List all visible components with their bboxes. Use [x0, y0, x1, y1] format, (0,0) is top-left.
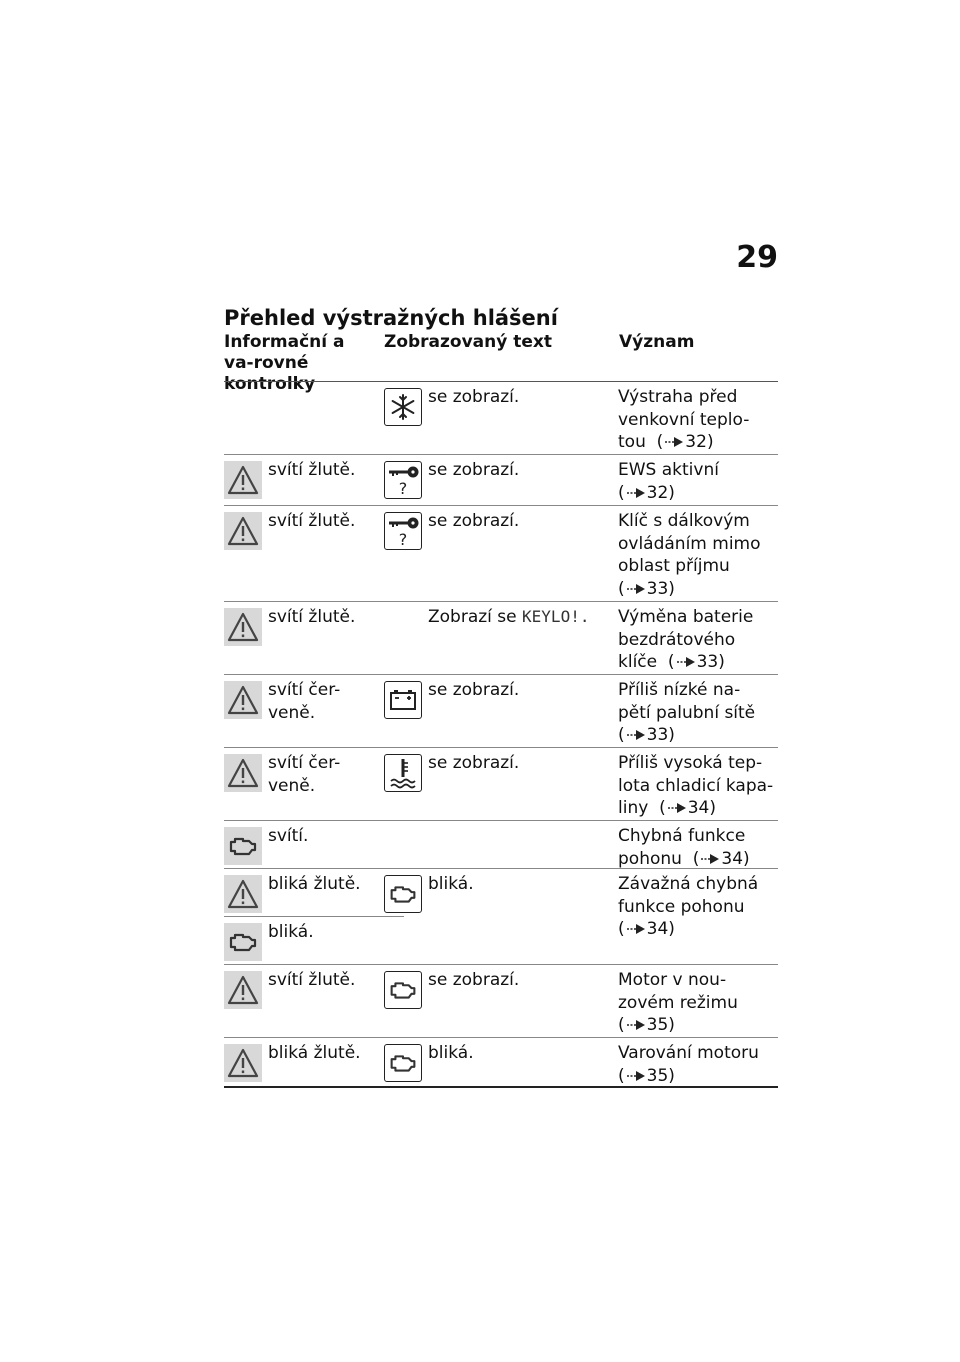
reference-arrow-icon: [625, 919, 647, 939]
display-text-label: se zobrazí.: [428, 753, 520, 773]
warning-triangle-icon: [224, 608, 262, 646]
meaning-line: [618, 606, 778, 629]
indicator-state: svítí čer-veně.: [268, 753, 341, 796]
reference-arrow-icon: [699, 849, 721, 869]
display-text-label: se zobrazí.: [428, 511, 520, 531]
page-reference-number: 34: [646, 919, 669, 939]
svg-text:?: ?: [398, 479, 408, 498]
column-header-indicators: Informační a va-rovné kontrolky: [224, 332, 345, 394]
meaning-line-text: liny: [618, 798, 649, 818]
meaning-line: [618, 848, 778, 871]
coolant-temperature-icon: [384, 754, 422, 792]
reference-arrow-icon: [625, 725, 647, 745]
page-reference-link[interactable]: ( 32): [645, 432, 714, 452]
meaning-line-text: Příliš vysoká tep-: [618, 753, 763, 773]
display-text: [428, 969, 519, 992]
reference-arrow-icon: [666, 798, 688, 818]
display-text: [428, 606, 589, 629]
indicator-state: svítí čer-veně.: [268, 680, 341, 723]
display-text-label: bliká.: [428, 874, 474, 894]
table-row: [224, 382, 778, 455]
reference-arrow-icon: [625, 1015, 647, 1035]
meaning-line: [618, 873, 778, 896]
page-reference-link[interactable]: ( 34): [648, 798, 717, 818]
meaning-text: [618, 1042, 778, 1087]
svg-text:?: ?: [398, 530, 408, 549]
meaning-line-text: venkovní teplo-: [618, 409, 750, 430]
display-text-label: se zobrazí.: [428, 680, 520, 700]
meaning-line-text: pětí palubní sítě: [618, 702, 756, 723]
engine-check-icon: [384, 1044, 422, 1082]
meaning-line: [618, 386, 778, 409]
key-question-icon: [384, 461, 422, 499]
section-title: Přehled výstražných hlášení: [224, 306, 558, 330]
warning-triangle-icon: [224, 875, 262, 913]
engine-check-icon: [224, 923, 262, 961]
display-text-label: se zobrazí.: [428, 460, 520, 480]
meaning-line: [618, 702, 778, 725]
meaning-line-text: Výstraha před: [618, 387, 738, 407]
meaning-line: [618, 797, 778, 820]
indicator-state: bliká žlutě.: [268, 1043, 361, 1063]
meaning-text: [618, 679, 778, 747]
meaning-text: [618, 752, 778, 820]
meaning-line: [618, 724, 778, 747]
meaning-line: [618, 1042, 778, 1065]
warning-triangle-icon: [224, 681, 262, 719]
display-text-label: se zobrazí.: [428, 387, 520, 407]
reference-arrow-icon: [625, 483, 647, 503]
meaning-line: [618, 459, 778, 482]
page-reference-link[interactable]: ( 35): [618, 1065, 675, 1086]
page-reference-number: 34: [687, 798, 710, 818]
engine-check-icon: [384, 875, 422, 913]
page-reference-link[interactable]: ( 35): [618, 1015, 675, 1035]
meaning-line-text: Motor v nou-: [618, 970, 727, 990]
table-row: [224, 602, 778, 675]
meaning-line: [618, 969, 778, 992]
meaning-line-text: funkce pohonu: [618, 896, 745, 917]
meaning-line-text: Varování motoru: [618, 1043, 759, 1063]
meaning-line: [618, 1014, 778, 1037]
warning-triangle-icon: [224, 461, 262, 499]
page-reference-link[interactable]: ( 34): [618, 919, 675, 939]
warning-triangle-icon: [224, 971, 262, 1009]
page-number: 29: [736, 240, 778, 275]
engine-check-icon: [224, 827, 262, 865]
meaning-line-text: EWS aktivní: [618, 460, 719, 480]
warning-triangle-icon: [224, 754, 262, 792]
table-row: [224, 455, 778, 506]
meaning-text: [618, 969, 778, 1037]
meaning-line: [618, 896, 778, 919]
display-text: [428, 386, 519, 409]
page-reference-link[interactable]: ( 33): [618, 725, 675, 745]
meaning-line-text: oblast příjmu: [618, 556, 730, 576]
meaning-line: [618, 510, 778, 533]
meaning-line: [618, 555, 778, 578]
display-text: [428, 1042, 474, 1065]
table-header: [224, 332, 778, 394]
snowflake-icon: [384, 388, 422, 426]
meaning-text: [618, 606, 778, 674]
meaning-line-text: ovládáním mimo: [618, 533, 761, 554]
table-row: [224, 748, 778, 821]
indicator-state: svítí žlutě.: [268, 460, 356, 480]
warning-triangle-icon: [224, 512, 262, 550]
display-text: [428, 679, 519, 702]
meaning-line-text: Chybná funkce: [618, 826, 746, 846]
display-text-label: bliká.: [428, 1043, 474, 1063]
meaning-text: [618, 386, 778, 454]
column-header-meaning: Význam: [619, 332, 695, 352]
display-code: KEYLO!.: [522, 607, 590, 626]
meaning-text: [618, 825, 778, 870]
meaning-text: [618, 873, 778, 941]
meaning-line: [618, 533, 778, 556]
meaning-line: [618, 992, 778, 1015]
meaning-line: [618, 651, 778, 674]
meaning-line: [618, 918, 778, 941]
meaning-line-text: bezdrátového: [618, 629, 736, 650]
meaning-line-text: lota chladicí kapa-: [618, 775, 774, 796]
page-reference-number: 33: [646, 725, 669, 745]
meaning-line-text: klíče: [618, 652, 658, 672]
reference-arrow-icon: [625, 579, 647, 599]
meaning-line-text: zovém režimu: [618, 992, 738, 1013]
meaning-line: [618, 578, 778, 601]
warning-triangle-icon: [224, 1044, 262, 1082]
display-text: [428, 752, 519, 775]
table-row: [224, 869, 778, 965]
indicator-state: bliká žlutě.: [268, 874, 361, 894]
indicator-state: svítí žlutě.: [268, 970, 356, 990]
page-reference-link[interactable]: ( 33): [618, 578, 675, 599]
indicator-subrow: [224, 916, 404, 965]
display-text-label: Zobrazí se: [428, 607, 517, 627]
meaning-line: [618, 752, 778, 775]
page-reference-link[interactable]: ( 32): [618, 482, 675, 503]
display-text-label: se zobrazí.: [428, 970, 520, 990]
indicator-state: svítí žlutě.: [268, 511, 356, 531]
display-text: [428, 873, 474, 896]
meaning-line-text: tou: [618, 432, 646, 452]
meaning-line: [618, 825, 778, 848]
indicator-state: bliká.: [268, 922, 314, 942]
page-reference-number: 35: [646, 1015, 669, 1035]
table-row: [224, 1038, 778, 1088]
battery-icon: [384, 681, 422, 719]
meaning-line-text: Příliš nízké na-: [618, 680, 741, 700]
meaning-line-text: Závažná chybná: [618, 874, 759, 894]
display-text: [428, 510, 519, 533]
warning-messages-table: [224, 381, 778, 1088]
meaning-line: [618, 482, 778, 505]
meaning-line: [618, 431, 778, 454]
table-row: [224, 821, 778, 869]
reference-arrow-icon: [625, 1066, 647, 1086]
meaning-line-text: Výměna baterie: [618, 607, 754, 627]
display-text: [428, 459, 519, 482]
page-reference-number: 34: [721, 848, 744, 869]
column-header-display-text: Zobrazovaný text: [384, 332, 553, 352]
table-row: [224, 965, 778, 1038]
meaning-line-text: pohonu: [618, 848, 682, 869]
indicator-state: svítí.: [268, 826, 309, 846]
page-reference-number: 32: [685, 432, 707, 452]
meaning-text: [618, 459, 778, 504]
meaning-line: [618, 409, 778, 432]
indicator-state: svítí žlutě.: [268, 607, 356, 627]
page-reference-link[interactable]: ( 34): [681, 848, 750, 869]
page-reference-number: 32: [646, 482, 669, 503]
table-row: [224, 675, 778, 748]
meaning-text: [618, 510, 778, 600]
page-reference-number: 33: [646, 578, 669, 599]
page-reference-number: 33: [696, 652, 719, 672]
meaning-line: [618, 629, 778, 652]
meaning-line: [618, 775, 778, 798]
meaning-line: [618, 1065, 778, 1088]
page-reference-number: 35: [646, 1065, 669, 1086]
table-row: [224, 506, 778, 602]
engine-check-icon: [384, 971, 422, 1009]
meaning-line-text: Klíč s dálkovým: [618, 511, 750, 531]
page-reference-link[interactable]: ( 33): [657, 652, 725, 672]
reference-arrow-icon: [663, 432, 685, 452]
key-question-icon: [384, 512, 422, 550]
reference-arrow-icon: [675, 652, 697, 672]
meaning-line: [618, 679, 778, 702]
